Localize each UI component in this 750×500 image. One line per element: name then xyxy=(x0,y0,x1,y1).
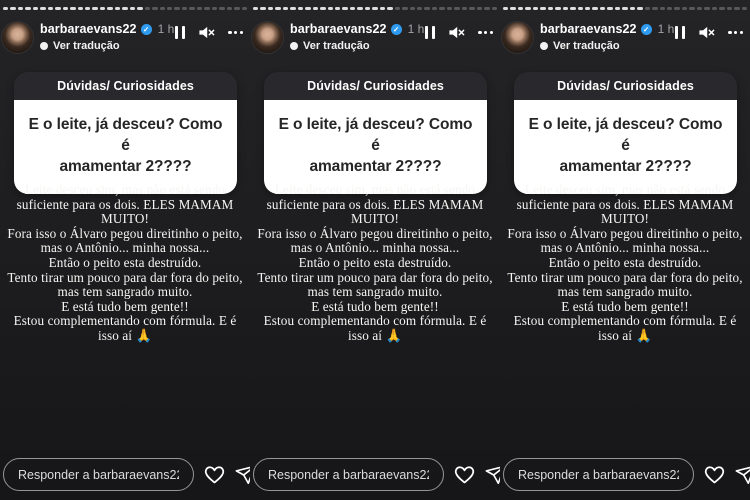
story-header xyxy=(252,22,495,53)
heart-outline-icon xyxy=(703,464,726,486)
see-translation-button[interactable] xyxy=(540,40,675,52)
timestamp: 1 h xyxy=(407,22,425,36)
pause-icon xyxy=(175,26,186,39)
question-sticker-question: E o leite, já desceu? Como é amamentar 2???? xyxy=(514,100,737,194)
story-screenshot-panel-1 xyxy=(0,0,250,500)
more-options-button[interactable] xyxy=(228,31,243,34)
mute-button[interactable] xyxy=(198,25,215,40)
paper-plane-icon xyxy=(735,464,750,486)
avatar[interactable] xyxy=(252,22,283,53)
pause-button[interactable] xyxy=(425,26,436,39)
paper-plane-icon xyxy=(235,464,250,486)
verified-badge-icon: ✓ xyxy=(391,24,402,35)
translate-dot-icon xyxy=(290,42,298,50)
pause-button[interactable] xyxy=(675,26,686,39)
story-header xyxy=(2,22,245,53)
question-sticker-title: Dúvidas/ Curiosidades xyxy=(14,72,237,100)
avatar[interactable] xyxy=(502,22,533,53)
header-info xyxy=(40,22,175,52)
more-options-button[interactable] xyxy=(728,31,743,34)
story-progress-bar xyxy=(253,7,497,10)
like-button[interactable] xyxy=(703,464,726,486)
see-translation-label: Ver tradução xyxy=(53,40,120,52)
question-sticker-title: Dúvidas/ Curiosidades xyxy=(514,72,737,100)
more-options-icon xyxy=(228,31,243,34)
story-text: Leite desceu sim, mas não está sendo suficiente para os dois. ELES MAMAM MUITO! Fora isso o Álvaro pegou direitinho o peito, mas o Antônio... minha nossa... Então o peito esta destruído. Tento tirar um pouco para dar fora do peito, mas tem sangrado muito. E está tudo bem gente!! Estou complementando com fórmula. E é isso aí 🙏 xyxy=(257,182,493,343)
like-button[interactable] xyxy=(453,464,476,486)
story-progress-bar xyxy=(3,7,247,10)
muted-speaker-icon xyxy=(698,25,715,40)
story-screenshot-panel-2 xyxy=(250,0,500,500)
username[interactable]: barbaraevans22 xyxy=(290,22,387,36)
header-info xyxy=(540,22,675,52)
story-footer xyxy=(503,458,746,491)
question-sticker xyxy=(264,72,487,194)
pause-button[interactable] xyxy=(175,26,186,39)
verified-badge-icon: ✓ xyxy=(141,24,152,35)
paper-plane-icon xyxy=(485,464,500,486)
verified-badge-icon: ✓ xyxy=(641,24,652,35)
story-footer xyxy=(3,458,246,491)
mute-button[interactable] xyxy=(698,25,715,40)
reply-input[interactable] xyxy=(253,458,444,491)
translate-dot-icon xyxy=(40,42,48,50)
timestamp: 1 h xyxy=(157,22,175,36)
story-screenshot-panel-3 xyxy=(500,0,750,500)
reply-input[interactable] xyxy=(3,458,194,491)
question-sticker-title: Dúvidas/ Curiosidades xyxy=(264,72,487,100)
share-button[interactable] xyxy=(485,464,500,486)
avatar[interactable] xyxy=(2,22,33,53)
like-button[interactable] xyxy=(203,464,226,486)
story-progress-bar xyxy=(503,7,747,10)
see-translation-button[interactable] xyxy=(290,40,425,52)
question-sticker-question: E o leite, já desceu? Como é amamentar 2???? xyxy=(14,100,237,194)
pause-icon xyxy=(425,26,436,39)
muted-speaker-icon xyxy=(198,25,215,40)
question-sticker xyxy=(14,72,237,194)
question-sticker xyxy=(514,72,737,194)
header-info xyxy=(290,22,425,52)
timestamp: 1 h xyxy=(657,22,675,36)
story-text: Leite desceu sim, mas não está sendo suficiente para os dois. ELES MAMAM MUITO! Fora isso o Álvaro pegou direitinho o peito, mas o Antônio... minha nossa... Então o peito esta destruído. Tento tirar um pouco para dar fora do peito, mas tem sangrado muito. E está tudo bem gente!! Estou complementando com fórmula. E é isso aí 🙏 xyxy=(7,182,243,343)
see-translation-label: Ver tradução xyxy=(553,40,620,52)
username[interactable]: barbaraevans22 xyxy=(540,22,637,36)
more-options-icon xyxy=(478,31,493,34)
more-options-button[interactable] xyxy=(478,31,493,34)
see-translation-label: Ver tradução xyxy=(303,40,370,52)
muted-speaker-icon xyxy=(448,25,465,40)
story-footer xyxy=(253,458,496,491)
more-options-icon xyxy=(728,31,743,34)
username[interactable]: barbaraevans22 xyxy=(40,22,137,36)
pause-icon xyxy=(675,26,686,39)
story-header xyxy=(502,22,745,53)
story-text: Leite desceu sim, mas não está sendo suficiente para os dois. ELES MAMAM MUITO! Fora isso o Álvaro pegou direitinho o peito, mas o Antônio... minha nossa... Então o peito esta destruído. Tento tirar um pouco para dar fora do peito, mas tem sangrado muito. E está tudo bem gente!! Estou complementando com fórmula. E é isso aí 🙏 xyxy=(507,182,743,343)
question-sticker-question: E o leite, já desceu? Como é amamentar 2???? xyxy=(264,100,487,194)
heart-outline-icon xyxy=(453,464,476,486)
mute-button[interactable] xyxy=(448,25,465,40)
translate-dot-icon xyxy=(540,42,548,50)
share-button[interactable] xyxy=(235,464,250,486)
heart-outline-icon xyxy=(203,464,226,486)
reply-input[interactable] xyxy=(503,458,694,491)
share-button[interactable] xyxy=(735,464,750,486)
see-translation-button[interactable] xyxy=(40,40,175,52)
